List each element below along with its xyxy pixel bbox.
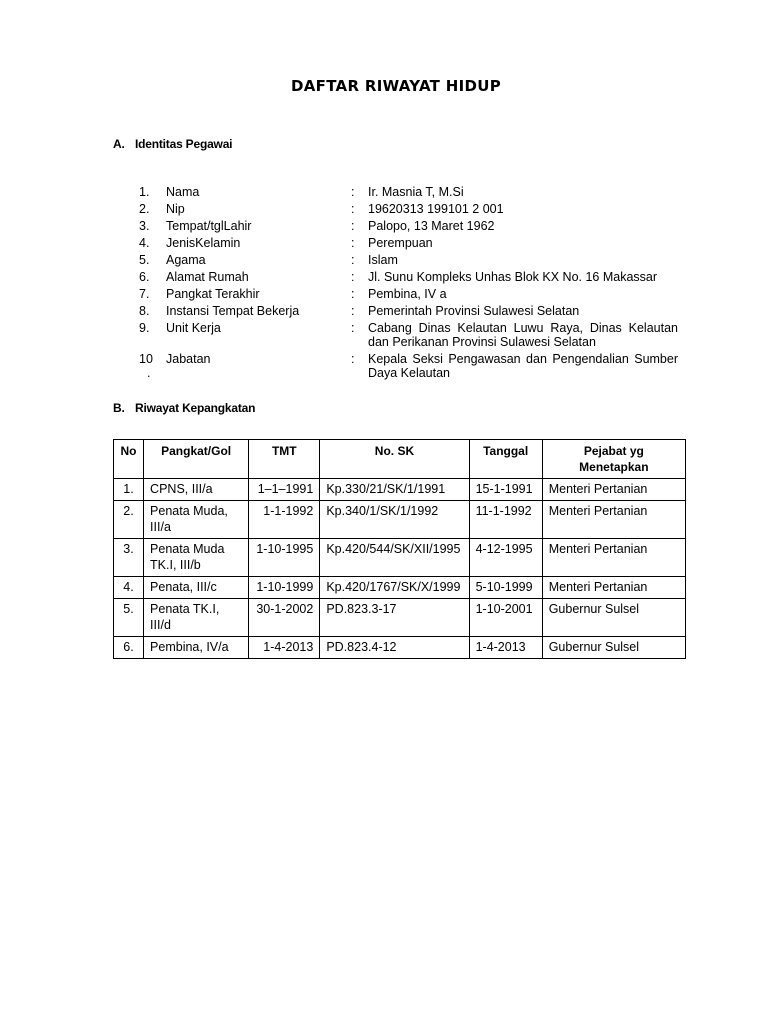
identity-row-number: 3. <box>139 219 150 233</box>
identity-row-colon: : <box>351 270 355 284</box>
table-row <box>114 577 686 599</box>
identity-row-label: Agama <box>166 253 206 267</box>
cell-tanggal: 1-10-2001 <box>469 599 542 637</box>
identity-row-value: Palopo, 13 Maret 1962 <box>368 219 495 233</box>
rank-history-table <box>113 439 686 659</box>
header-tanggal: Tanggal <box>469 440 542 479</box>
cell-pangkat: Penata Muda, III/a <box>144 501 249 539</box>
identity-row-institution <box>130 304 678 321</box>
section-a-title: Identitas Pegawai <box>135 137 233 151</box>
cell-no: 3. <box>114 539 144 577</box>
section-b-heading <box>113 401 255 415</box>
cell-no-sk: Kp.340/1/SK/1/1992 <box>320 501 469 539</box>
header-pangkat: Pangkat/Gol <box>144 440 249 479</box>
cell-pejabat: Menteri Pertanian <box>542 577 685 599</box>
identity-row-label: Instansi Tempat Bekerja <box>166 304 300 318</box>
cell-pangkat: Penata Muda TK.I, III/b <box>144 539 249 577</box>
cell-pejabat: Gubernur Sulsel <box>542 637 685 659</box>
table-row <box>114 637 686 659</box>
identity-row-colon: : <box>351 219 355 233</box>
cell-tmt: 30-1-2002 <box>249 599 320 637</box>
section-b-title: Riwayat Kepangkatan <box>135 401 256 415</box>
cell-no-sk: Kp.420/1767/SK/X/1999 <box>320 577 469 599</box>
cell-tanggal: 5-10-1999 <box>469 577 542 599</box>
identity-row-number: 10 <box>139 352 153 366</box>
identity-row-number: 5. <box>139 253 150 267</box>
header-tmt: TMT <box>249 440 320 479</box>
identity-row-number: 8. <box>139 304 150 318</box>
identity-row-number: 7. <box>139 287 150 301</box>
identity-row-value: Kepala Seksi Pengawasan dan Pengendalian Sumber Daya Kelautan <box>368 352 678 380</box>
cell-tanggal: 11-1-1992 <box>469 501 542 539</box>
identity-row-work-unit <box>130 321 678 352</box>
identity-row-number-suffix: . <box>147 366 151 380</box>
identity-row-gender <box>130 236 678 253</box>
identity-row-number: 4. <box>139 236 150 250</box>
identity-row-number: 9. <box>139 321 150 335</box>
identity-row-colon: : <box>351 236 355 250</box>
identity-row-address <box>130 270 678 287</box>
identity-row-value: Pemerintah Provinsi Sulawesi Selatan <box>368 304 580 318</box>
section-a-letter: A. <box>113 137 125 151</box>
table-row <box>114 479 686 501</box>
cell-tmt: 1-10-1995 <box>249 539 320 577</box>
cell-no: 1. <box>114 479 144 501</box>
identity-row-value: Cabang Dinas Kelautan Luwu Raya, Dinas Kelautan dan Perikanan Provinsi Sulawesi Selatan <box>368 321 678 349</box>
table-row <box>114 501 686 539</box>
identity-row-number: 6. <box>139 270 150 284</box>
section-a-heading <box>113 137 232 151</box>
cell-tanggal: 15-1-1991 <box>469 479 542 501</box>
cell-no-sk: Kp.420/544/SK/XII/1995 <box>320 539 469 577</box>
identity-row-colon: : <box>351 253 355 267</box>
cell-no: 6. <box>114 637 144 659</box>
identity-row-birth <box>130 219 678 236</box>
identity-row-value: Jl. Sunu Kompleks Unhas Blok KX No. 16 Makassar <box>368 270 658 284</box>
identity-row-value: Pembina, IV a <box>368 287 447 301</box>
cell-no-sk: PD.823.4-12 <box>320 637 469 659</box>
cell-pangkat: Penata, III/c <box>144 577 249 599</box>
identity-list <box>130 185 678 380</box>
identity-row-label: Unit Kerja <box>166 321 221 335</box>
cell-no: 4. <box>114 577 144 599</box>
cell-pejabat: Menteri Pertanian <box>542 501 685 539</box>
cell-tmt: 1-10-1999 <box>249 577 320 599</box>
identity-row-colon: : <box>351 185 355 199</box>
cell-tanggal: 1-4-2013 <box>469 637 542 659</box>
identity-row-label: Pangkat Terakhir <box>166 287 260 301</box>
identity-row-rank <box>130 287 678 304</box>
table-header-row <box>114 440 686 479</box>
cell-no-sk: PD.823.3-17 <box>320 599 469 637</box>
identity-row-colon: : <box>351 287 355 301</box>
identity-row-value: Islam <box>368 253 398 267</box>
section-b-letter: B. <box>113 401 125 415</box>
cell-pangkat: CPNS, III/a <box>144 479 249 501</box>
identity-row-colon: : <box>351 321 355 335</box>
cell-no-sk: Kp.330/21/SK/1/1991 <box>320 479 469 501</box>
header-no-sk: No. SK <box>320 440 469 479</box>
identity-row-number: 2. <box>139 202 150 216</box>
cell-pangkat: Penata TK.I, III/d <box>144 599 249 637</box>
header-no: No <box>114 440 144 479</box>
cell-pejabat: Menteri Pertanian <box>542 479 685 501</box>
identity-row-label: Alamat Rumah <box>166 270 249 284</box>
header-pejabat: Pejabat yg Menetapkan <box>542 440 685 479</box>
identity-row-value: Perempuan <box>368 236 433 250</box>
cell-tmt: 1-1-1992 <box>249 501 320 539</box>
identity-row-label: JenisKelamin <box>166 236 241 250</box>
cell-no: 5. <box>114 599 144 637</box>
identity-row-position <box>130 352 678 380</box>
cell-pejabat: Menteri Pertanian <box>542 539 685 577</box>
table-row <box>114 599 686 637</box>
cell-pejabat: Gubernur Sulsel <box>542 599 685 637</box>
identity-row-value: 19620313 199101 2 001 <box>368 202 504 216</box>
identity-row-nama <box>130 185 678 202</box>
identity-row-number: 1. <box>139 185 150 199</box>
cell-tmt: 1-4-2013 <box>249 637 320 659</box>
cell-tanggal: 4-12-1995 <box>469 539 542 577</box>
identity-row-label: Tempat/tglLahir <box>166 219 252 233</box>
page-title: DAFTAR RIWAYAT HIDUP <box>290 77 502 95</box>
identity-row-colon: : <box>351 352 355 366</box>
cell-no: 2. <box>114 501 144 539</box>
identity-row-religion <box>130 253 678 270</box>
cell-pangkat: Pembina, IV/a <box>144 637 249 659</box>
identity-row-label: Nama <box>166 185 200 199</box>
table-row <box>114 539 686 577</box>
identity-row-colon: : <box>351 304 355 318</box>
identity-row-label: Jabatan <box>166 352 211 366</box>
identity-row-label: Nip <box>166 202 185 216</box>
identity-row-nip <box>130 202 678 219</box>
identity-row-value: Ir. Masnia T, M.Si <box>368 185 464 199</box>
cell-tmt: 1–1–1991 <box>249 479 320 501</box>
identity-row-colon: : <box>351 202 355 216</box>
